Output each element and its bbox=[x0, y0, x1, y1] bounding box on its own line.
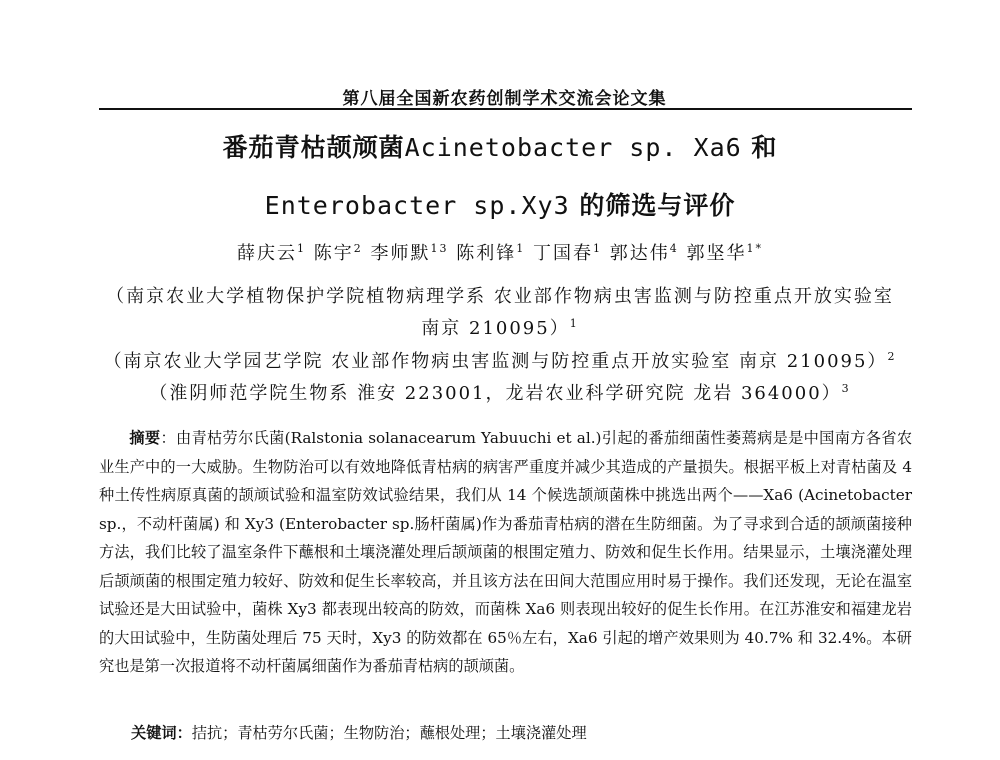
author-sup: 1* bbox=[746, 242, 763, 255]
author-name: 陈宇 bbox=[313, 243, 354, 264]
running-head: 第八届全国新农药创制学术交流会论文集 bbox=[342, 89, 667, 109]
author-name: 陈利锋 bbox=[456, 243, 517, 264]
title-latin-part-2: Enterobacter sp.Xy3 bbox=[264, 191, 570, 220]
author-sup: 1 bbox=[297, 242, 307, 255]
affiliation-1-line-2 bbox=[0, 314, 1000, 340]
affiliation-1-line-1: （南京农业大学植物保护学院植物病理学系 农业部作物病虫害监测与防控重点开放实验室 bbox=[106, 286, 894, 307]
title-line-1 bbox=[0, 128, 1000, 164]
keywords-text: 拮抗；青枯劳尔氏菌；生物防治；蘸根处理；土壤浇灌处理 bbox=[191, 724, 587, 742]
affiliation-3-text: （淮阴师范学院生物系 淮安 223001，龙岩农业科学研究院 龙岩 364000） bbox=[149, 383, 842, 404]
author-sup: 4 bbox=[669, 242, 679, 255]
author-name: 李师默 bbox=[370, 243, 431, 264]
affiliation-2 bbox=[0, 347, 1000, 373]
author-sup: 13 bbox=[430, 242, 449, 255]
affiliation-3-sup: 3 bbox=[841, 382, 851, 395]
affiliation-3 bbox=[0, 379, 1000, 405]
keywords bbox=[131, 722, 587, 743]
title-latin-part: Acinetobacter sp. Xa6 bbox=[404, 133, 742, 162]
title-zh-part: 番茄青枯颉颃菌 bbox=[222, 133, 405, 162]
abstract-label: 摘要 bbox=[129, 429, 161, 447]
affiliation-2-sup: 2 bbox=[887, 350, 897, 363]
header-rule bbox=[99, 108, 912, 110]
title-zh-part-2: 的筛选与评价 bbox=[579, 191, 736, 220]
author-name: 郭坚华 bbox=[686, 243, 747, 264]
title-end-part: 和 bbox=[751, 133, 778, 162]
author-name: 郭达伟 bbox=[609, 243, 670, 264]
keywords-label: 关键词： bbox=[131, 724, 192, 742]
affiliation-1-text: 南京 210095） bbox=[421, 318, 570, 339]
author-name: 薛庆云 bbox=[237, 243, 298, 264]
affiliation-1-sup: 1 bbox=[569, 317, 579, 330]
affiliation-2-text: （南京农业大学园艺学院 农业部作物病虫害监测与防控重点开放实验室 南京 210095） bbox=[103, 351, 888, 372]
abstract-text: ：由青枯劳尔氏菌(Ralstonia solanacearum Yabuuchi et al.)引起的番茄细菌性萎蔫病是是中国南方各省农业生产中的一大威胁。生物防治可以有效地降低青枯病的病害严重度并减少其造成的产量损失。根据平板上对青枯菌及 4 种土传性病原真菌的颉颃试验和温室防效试验结果，我们从 14 个候选颉颃菌株中挑选出两个——Xa6 (Acinetobacter sp.，不动杆菌属) 和 Xy3 (Enterobacter sp.肠杆菌属)作为番茄青枯病的潜在生防细菌。为了寻求到合适的颉颃菌接种方法，我们比较了温室条件下蘸根和土壤浇灌处理后颉颃菌的根围定殖力、防效和促生长作用。结果显示，土壤浇灌处理后颉颃菌的根围定殖力较好、防效和促生长率较高，并且该方法在田间大范围应用时易于操作。我们还发现，无论在温室试验还是大田试验中，菌株 Xy3 都表现出较高的防效，而菌株 Xa6 则表现出较好的促生长作用。在江苏淮安和福建龙岩的大田试验中，生防菌处理后 75 天时，Xy3 的防效都在 65％左右，Xa6 引起的增产效果则为 40.7% 和 32.4%。本研究也是第一次报道将不动杆菌属细菌作为番茄青枯病的颉颃菌。 bbox=[99, 429, 912, 675]
title-line-2 bbox=[0, 186, 1000, 222]
abstract bbox=[99, 424, 912, 681]
author-list bbox=[0, 239, 1000, 265]
author-sup: 2 bbox=[353, 242, 363, 255]
author-sup: 1 bbox=[516, 242, 526, 255]
author-sup: 1 bbox=[592, 242, 602, 255]
author-name: 丁国春 bbox=[532, 243, 593, 264]
